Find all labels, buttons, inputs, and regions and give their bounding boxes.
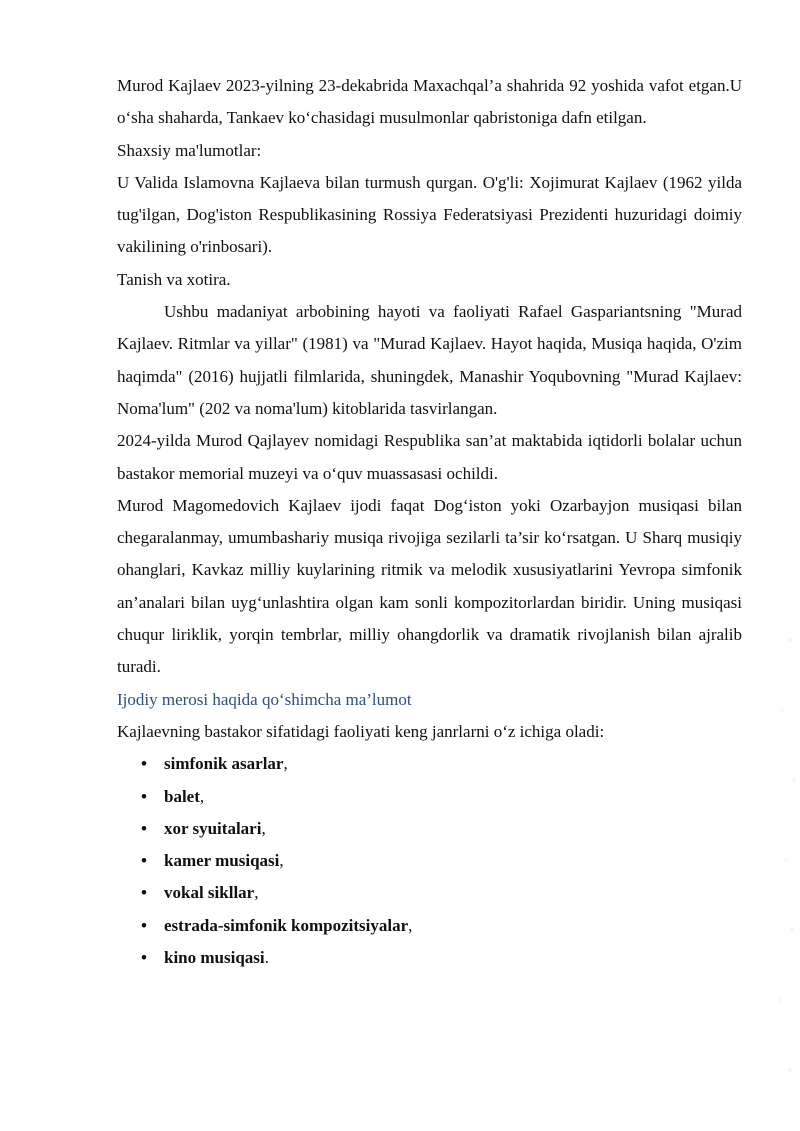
genre-list (117, 748, 742, 974)
paragraph-family: U Valida Islamovna Kajlaeva bilan turmush qurgan. O'g'li: Xojimurat Kajlaev (1962 yilda tug'ilgan, Dog'iston Respublikasining Rossiya Federatsiyasi Prezidenti huzuridagi doimiy vakilining o'rinbosari). (117, 172, 742, 257)
paragraph-memory-heading: Tanish va xotira. (117, 269, 231, 289)
section-subheading: Ijodiy merosi haqida qo‘shimcha ma’lumot (117, 689, 412, 709)
paragraph-personal-heading: Shaxsiy ma'lumotlar: (117, 140, 262, 160)
genre-name: simfonik asarlar (164, 754, 284, 774)
paragraph-museum: 2024-yilda Murod Qajlayev nomidagi Respublika san’at maktabida iqtidorli bolalar uchun bastakor memorial muzeyi va o‘quv muassasasi ochildi. (117, 431, 742, 483)
genre-list-item (117, 877, 742, 909)
genre-punct: , (283, 754, 288, 774)
genre-list-item (117, 845, 742, 877)
bullet-icon: • (141, 883, 147, 903)
genre-name: kamer musiqasi (164, 851, 280, 871)
genre-name: vokal sikllar (164, 883, 255, 903)
genre-list-item (117, 813, 742, 845)
bullet-icon: • (141, 948, 147, 968)
bullet-icon: • (141, 754, 147, 774)
bullet-icon: • (141, 915, 147, 935)
genre-punct: , (261, 818, 266, 838)
paragraph-legacy: Murod Magomedovich Kajlaev ijodi faqat Dog‘iston yoki Ozarbayjon musiqasi bilan chegaralanmay, umumbashariy musiqa rivojiga sezilarli ta’sir ko‘rsatgan. U Sharq musiqiy ohanglari, Kavkaz milliy kuylarining ritmik va melodik xususiyatlarini Yevropa simfonik an’analari bilan uyg‘unlashtira olgan kam sonli kompozitorlardan biridir. Uning musiqasi chuqur liriklik, yorqin tembrlar, milliy ohangdorlik va dramatik rivojlanish bilan ajralib turadi. (117, 495, 742, 677)
genre-punct: . (264, 948, 269, 968)
paragraph-films: Ushbu madaniyat arbobining hayoti va faoliyati Rafael Gaspariantsning "Murad Kajlaev. Ritmlar va yillar" (1981) va "Murad Kajlaev. Hayot haqida, Musiqa haqida, O'zim haqimda" (2016) hujjatli filmlarida, shuningdek, Manashir Yoqubovning "Murad Kajlaev: Noma'lum" (202 va noma'lum) kitoblarida tasvirlangan. (117, 302, 742, 418)
genre-name: estrada-simfonik kompozitsiyalar (164, 915, 409, 935)
document-page (117, 70, 742, 974)
genre-list-item (117, 910, 742, 942)
genre-name: balet (164, 786, 200, 806)
genre-punct: , (199, 786, 205, 806)
genre-punct: , (279, 851, 284, 871)
paragraph-genres-intro: Kajlaevning bastakor sifatidagi faoliyati keng janrlarni o‘z ichiga oladi: (117, 721, 605, 741)
bullet-icon: • (141, 851, 147, 871)
genre-list-item (117, 748, 742, 780)
paragraph-death: Murod Kajlaev 2023-yilning 23-dekabrida Maxachqal’a shahrida 92 yoshida vafot etgan.U o‘sha shaharda, Tankaev ko‘chasidagi musulmonlar qabristoniga dafn etilgan. (117, 76, 742, 128)
bullet-icon: • (141, 786, 147, 806)
genre-list-item (117, 781, 742, 813)
bullet-icon: • (141, 818, 147, 838)
genre-name: xor syuitalari (164, 818, 262, 838)
genre-list-item (117, 942, 742, 974)
genre-punct: , (254, 883, 259, 903)
genre-punct: , (408, 915, 413, 935)
genre-name: kino musiqasi (164, 948, 265, 968)
